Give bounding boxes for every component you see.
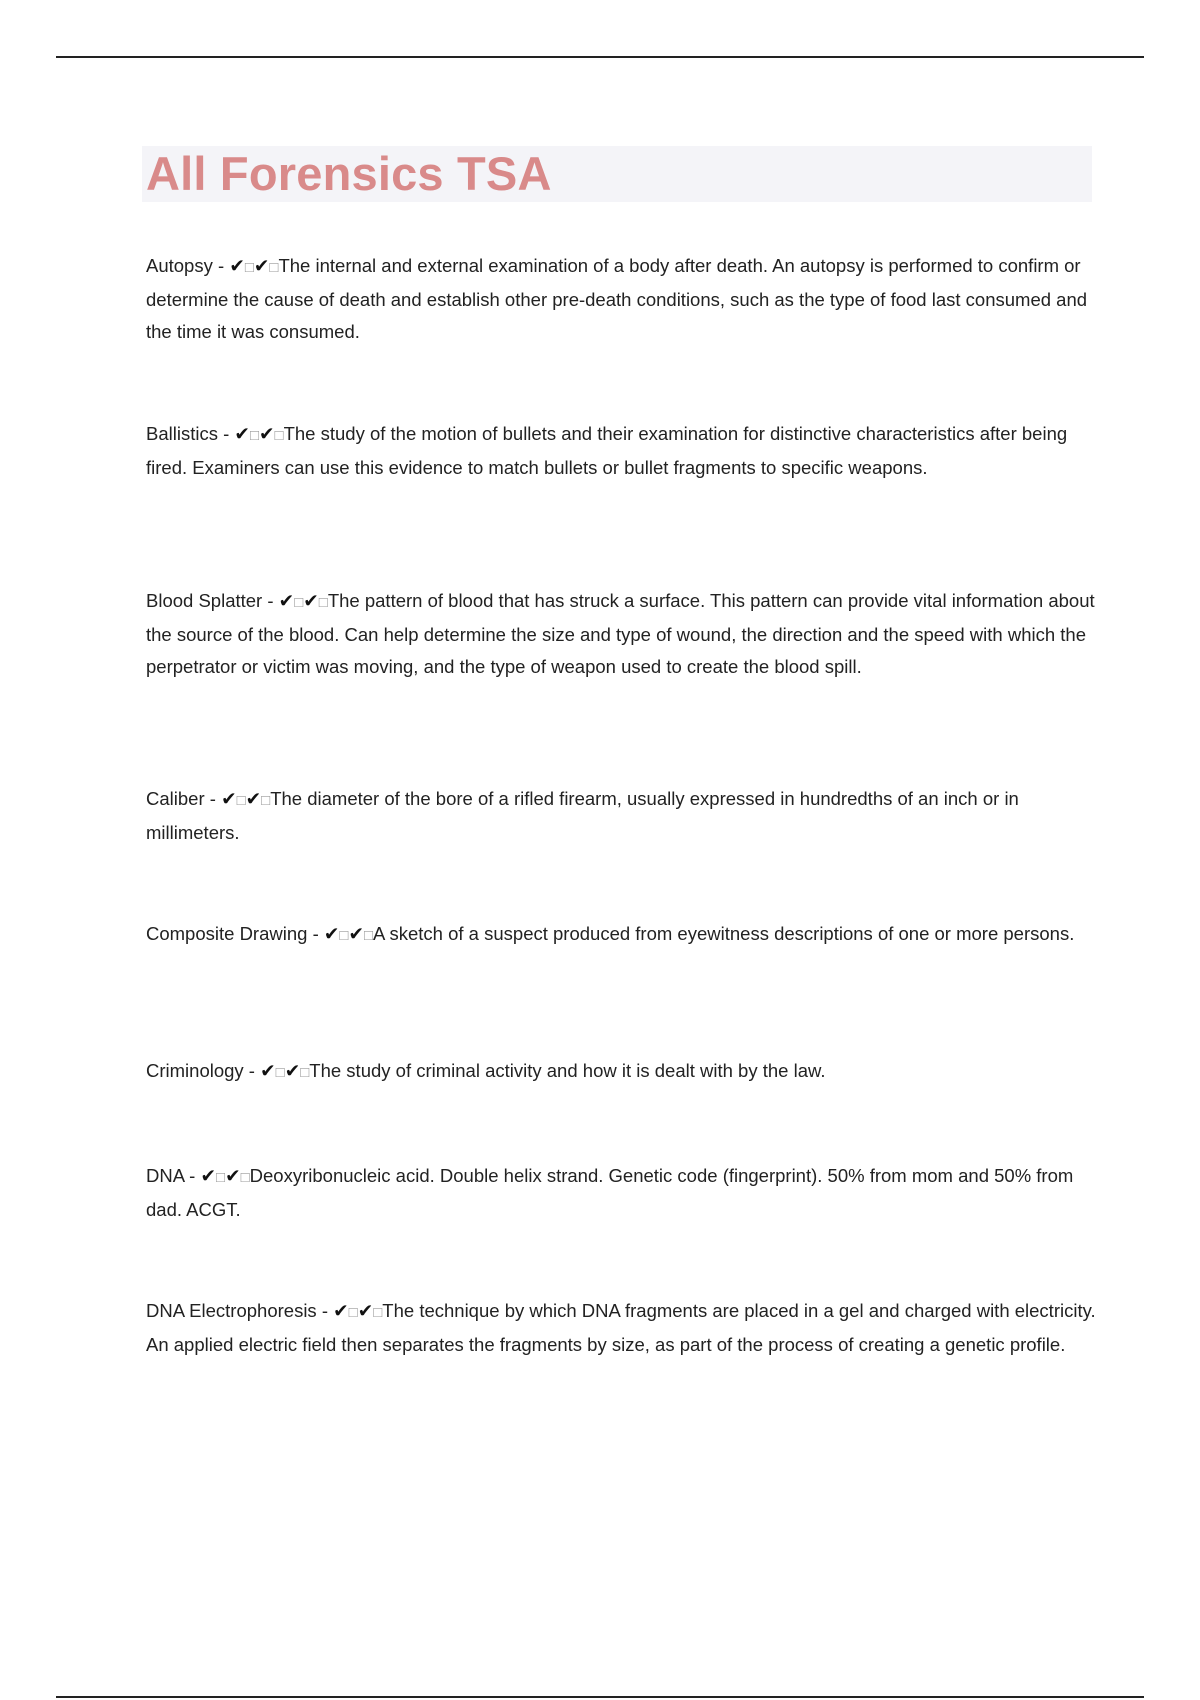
top-rule xyxy=(56,56,1144,58)
checkmark-icon: ✔ xyxy=(200,1165,217,1186)
checkbox-icon: □ xyxy=(275,1064,285,1081)
entry-dna: DNA - ✔□✔□Deoxyribonucleic acid. Double helix strand. Genetic code (fingerprint). 50% from mom and 50% from dad. ACGT. xyxy=(146,1165,1074,1220)
entry-definition: The diameter of the bore of a rifled firearm, usually expressed in hundredths of an inch or in millimeters. xyxy=(146,788,1019,843)
entry-autopsy: Autopsy - ✔□✔□The internal and external examination of a body after death. An autopsy is performed to confirm or determine the cause of death and establish other pre-death conditions, such as the type of food last consumed and the time it was consumed. xyxy=(146,255,1088,342)
entry-term: DNA Electrophoresis xyxy=(146,1300,317,1321)
entry-definition: The pattern of blood that has struck a surface. This pattern can provide vital information about the source of the blood. Can help determine the size and type of wound, the direction and the speed with which the perpetrator or victim was moving, and the type of weapon used to create the blood spill. xyxy=(146,590,1095,677)
entry-criminology: Criminology - ✔□✔□The study of criminal activity and how it is dealt with by the law. xyxy=(146,1060,826,1081)
entry-definition: The technique by which DNA fragments are placed in a gel and charged with electricity. An applied electric field then separates the fragments by size, as part of the process of creating a genetic profile. xyxy=(146,1300,1096,1355)
entry-definition: The study of the motion of bullets and their examination for distinctive characteristics after being fired. Examiners can use this evidence to match bullets or bullet fragments to specific weapons. xyxy=(146,423,1068,478)
checkmark-icon: ✔ xyxy=(260,1060,276,1081)
checkmark-icon: ✔ xyxy=(348,923,364,944)
page-title: All Forensics TSA xyxy=(146,147,552,200)
checkbox-icon: □ xyxy=(373,1304,383,1321)
checkmark-icon: ✔ xyxy=(253,255,270,276)
checkbox-icon: □ xyxy=(269,259,279,276)
checkmark-icon: ✔ xyxy=(323,923,340,944)
checkbox-icon: □ xyxy=(363,927,374,944)
checkbox-icon: □ xyxy=(300,1064,310,1081)
entry-blood-splatter: Blood Splatter - ✔□✔□The pattern of blood that has struck a surface. This pattern can provide vital information about the source of the blood. Can help determine the size and type of wound, the direction and the speed with which the perpetrator or victim was moving, and the type of weapon used to create the blood spill. xyxy=(146,590,1095,677)
checkbox-icon: □ xyxy=(236,792,246,809)
entry-definition: A sketch of a suspect produced from eyewitness descriptions of one or more persons. xyxy=(373,923,1075,944)
entry-definition: The internal and external examination of a body after death. An autopsy is performed to confirm or determine the cause of death and establish other pre-death conditions, such as the type of food last consumed and the time it was consumed. xyxy=(146,255,1088,342)
checkbox-icon: □ xyxy=(249,427,259,444)
entry-term: DNA xyxy=(146,1165,185,1186)
checkmark-icon: ✔ xyxy=(278,590,295,611)
entry-term: Autopsy xyxy=(146,255,213,276)
bottom-rule xyxy=(56,1696,1144,1698)
entry-term: Criminology xyxy=(146,1060,244,1081)
entry-term: Composite Drawing xyxy=(146,923,308,944)
checkmark-icon: ✔ xyxy=(303,590,319,611)
checkmark-icon: ✔ xyxy=(284,1060,301,1081)
entry-term: Ballistics xyxy=(146,423,218,444)
entry-dna-electrophoresis: DNA Electrophoresis - ✔□✔□The technique by which DNA fragments are placed in a gel and charged with electricity. An applied electric field then separates the fragments by size, as part of the process of creating a genetic profile. xyxy=(146,1300,1096,1355)
checkmark-icon: ✔ xyxy=(229,255,245,276)
entry-definition: The study of criminal activity and how it is dealt with by the law. xyxy=(309,1060,826,1081)
checkmark-icon: ✔ xyxy=(234,423,250,444)
checkbox-icon: □ xyxy=(216,1169,226,1186)
entry-term: Blood Splatter xyxy=(146,590,263,611)
checkbox-icon: □ xyxy=(261,792,271,809)
checkmark-icon: ✔ xyxy=(333,1300,349,1321)
checkbox-icon: □ xyxy=(240,1169,250,1186)
checkmark-icon: ✔ xyxy=(225,1165,241,1186)
entry-composite-drawing: Composite Drawing - ✔□✔□A sketch of a suspect produced from eyewitness descriptions of one or more persons. xyxy=(146,923,1075,944)
checkbox-icon: □ xyxy=(318,594,328,611)
checkbox-icon: □ xyxy=(244,259,254,276)
checkbox-icon: □ xyxy=(339,927,349,944)
checkmark-icon: ✔ xyxy=(259,423,275,444)
entry-term: Caliber xyxy=(146,788,205,809)
checkmark-icon: ✔ xyxy=(245,788,262,809)
checkbox-icon: □ xyxy=(294,594,304,611)
entry-ballistics: Ballistics - ✔□✔□The study of the motion of bullets and their examination for distinctive characteristics after being fired. Examiners can use this evidence to match bullets or bullet fragments to specific weapons. xyxy=(146,423,1068,478)
entry-definition: Deoxyribonucleic acid. Double helix strand. Genetic code (fingerprint). 50% from mom and 50% from dad. ACGT. xyxy=(146,1165,1074,1220)
checkbox-icon: □ xyxy=(348,1304,358,1321)
entry-caliber: Caliber - ✔□✔□The diameter of the bore of a rifled firearm, usually expressed in hundredths of an inch or in millimeters. xyxy=(146,788,1019,843)
checkbox-icon: □ xyxy=(274,427,284,444)
checkmark-icon: ✔ xyxy=(357,1300,374,1321)
checkmark-icon: ✔ xyxy=(221,788,237,809)
